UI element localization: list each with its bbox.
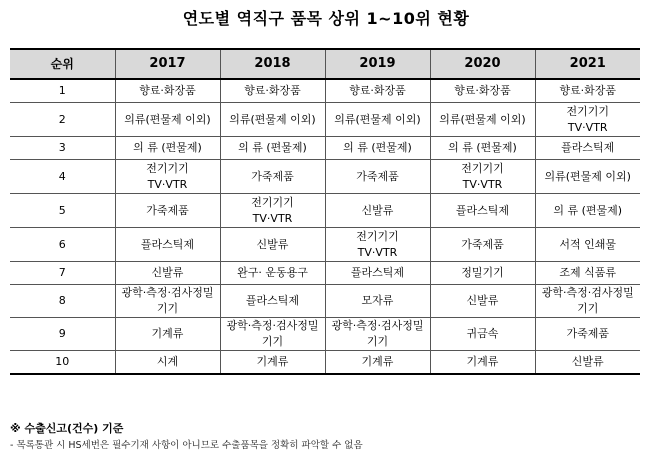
item-cell: 기계류 [115, 318, 220, 351]
item-cell: 신발류 [535, 351, 640, 375]
item-cell: 신발류 [325, 194, 430, 228]
item-cell: 기계류 [220, 351, 325, 375]
item-cell: 모자류 [325, 285, 430, 318]
header-2021: 2021 [535, 49, 640, 79]
rank-cell: 2 [10, 103, 115, 137]
header-rank: 순위 [10, 49, 115, 79]
item-cell: 신발류 [220, 228, 325, 262]
table-row [10, 262, 640, 285]
table-row [10, 194, 640, 228]
item-cell: 광학·측정·검사정밀 기기 [220, 318, 325, 351]
table-row [10, 351, 640, 375]
item-cell: 의 류 (편물제) [220, 137, 325, 160]
item-cell: 향료·화장품 [535, 79, 640, 103]
detail-note: - 목록통관 시 HS세번은 필수기재 사항이 아니므로 수출품목을 정확히 파악할 수 없음 [10, 440, 363, 451]
item-cell: 플라스틱제 [325, 262, 430, 285]
basis-note: ※ 수출신고(건수) 기준 [10, 422, 124, 435]
rank-cell: 7 [10, 262, 115, 285]
rank-cell: 3 [10, 137, 115, 160]
rank-cell: 10 [10, 351, 115, 375]
item-cell: 의 류 (편물제) [325, 137, 430, 160]
header-2019: 2019 [325, 49, 430, 79]
item-cell: 의 류 (편물제) [115, 137, 220, 160]
item-cell: 의류(편물제 이외) [430, 103, 535, 137]
rank-cell: 5 [10, 194, 115, 228]
table-row [10, 318, 640, 351]
table-row [10, 285, 640, 318]
table-row [10, 228, 640, 262]
rank-cell: 4 [10, 160, 115, 194]
header-2018: 2018 [220, 49, 325, 79]
rank-cell: 6 [10, 228, 115, 262]
item-cell: 광학·측정·검사정밀 기기 [535, 285, 640, 318]
header-2020: 2020 [430, 49, 535, 79]
item-cell: 완구· 운동용구 [220, 262, 325, 285]
item-cell: 플라스틱제 [115, 228, 220, 262]
item-cell: 향료·화장품 [115, 79, 220, 103]
ranking-table [10, 48, 640, 375]
rank-cell: 9 [10, 318, 115, 351]
page-title: 연도별 역직구 품목 상위 1~10위 현황 [182, 9, 470, 28]
item-cell: 전기기기 TV·VTR [115, 160, 220, 194]
item-cell: 향료·화장품 [325, 79, 430, 103]
item-cell: 광학·측정·검사정밀 기기 [325, 318, 430, 351]
item-cell: 의 류 (편물제) [430, 137, 535, 160]
item-cell: 향료·화장품 [220, 79, 325, 103]
item-cell: 시계 [115, 351, 220, 375]
item-cell: 가죽제품 [535, 318, 640, 351]
item-cell: 전기기기 TV·VTR [430, 160, 535, 194]
item-cell: 향료·화장품 [430, 79, 535, 103]
item-cell: 가죽제품 [325, 160, 430, 194]
item-cell: 전기기기 TV·VTR [220, 194, 325, 228]
table-row [10, 137, 640, 160]
table-row [10, 103, 640, 137]
table-header-row [10, 49, 640, 79]
item-cell: 가죽제품 [430, 228, 535, 262]
item-cell: 정밀기기 [430, 262, 535, 285]
item-cell: 광학·측정·검사정밀 기기 [115, 285, 220, 318]
item-cell: 플라스틱제 [430, 194, 535, 228]
item-cell: 플라스틱제 [535, 137, 640, 160]
item-cell: 신발류 [115, 262, 220, 285]
item-cell: 의 류 (편물제) [535, 194, 640, 228]
item-cell: 기계류 [430, 351, 535, 375]
item-cell: 기계류 [325, 351, 430, 375]
table-row [10, 79, 640, 103]
item-cell: 가죽제품 [220, 160, 325, 194]
item-cell: 조제 식품류 [535, 262, 640, 285]
item-cell: 의류(편물제 이외) [115, 103, 220, 137]
table-row [10, 160, 640, 194]
item-cell: 의류(편물제 이외) [535, 160, 640, 194]
item-cell: 귀금속 [430, 318, 535, 351]
header-2017: 2017 [115, 49, 220, 79]
item-cell: 의류(편물제 이외) [325, 103, 430, 137]
item-cell: 전기기기 TV·VTR [325, 228, 430, 262]
item-cell: 신발류 [430, 285, 535, 318]
item-cell: 서적 인쇄물 [535, 228, 640, 262]
item-cell: 전기기기 TV·VTR [535, 103, 640, 137]
item-cell: 플라스틱제 [220, 285, 325, 318]
rank-cell: 1 [10, 79, 115, 103]
item-cell: 가죽제품 [115, 194, 220, 228]
item-cell: 의류(편물제 이외) [220, 103, 325, 137]
rank-cell: 8 [10, 285, 115, 318]
